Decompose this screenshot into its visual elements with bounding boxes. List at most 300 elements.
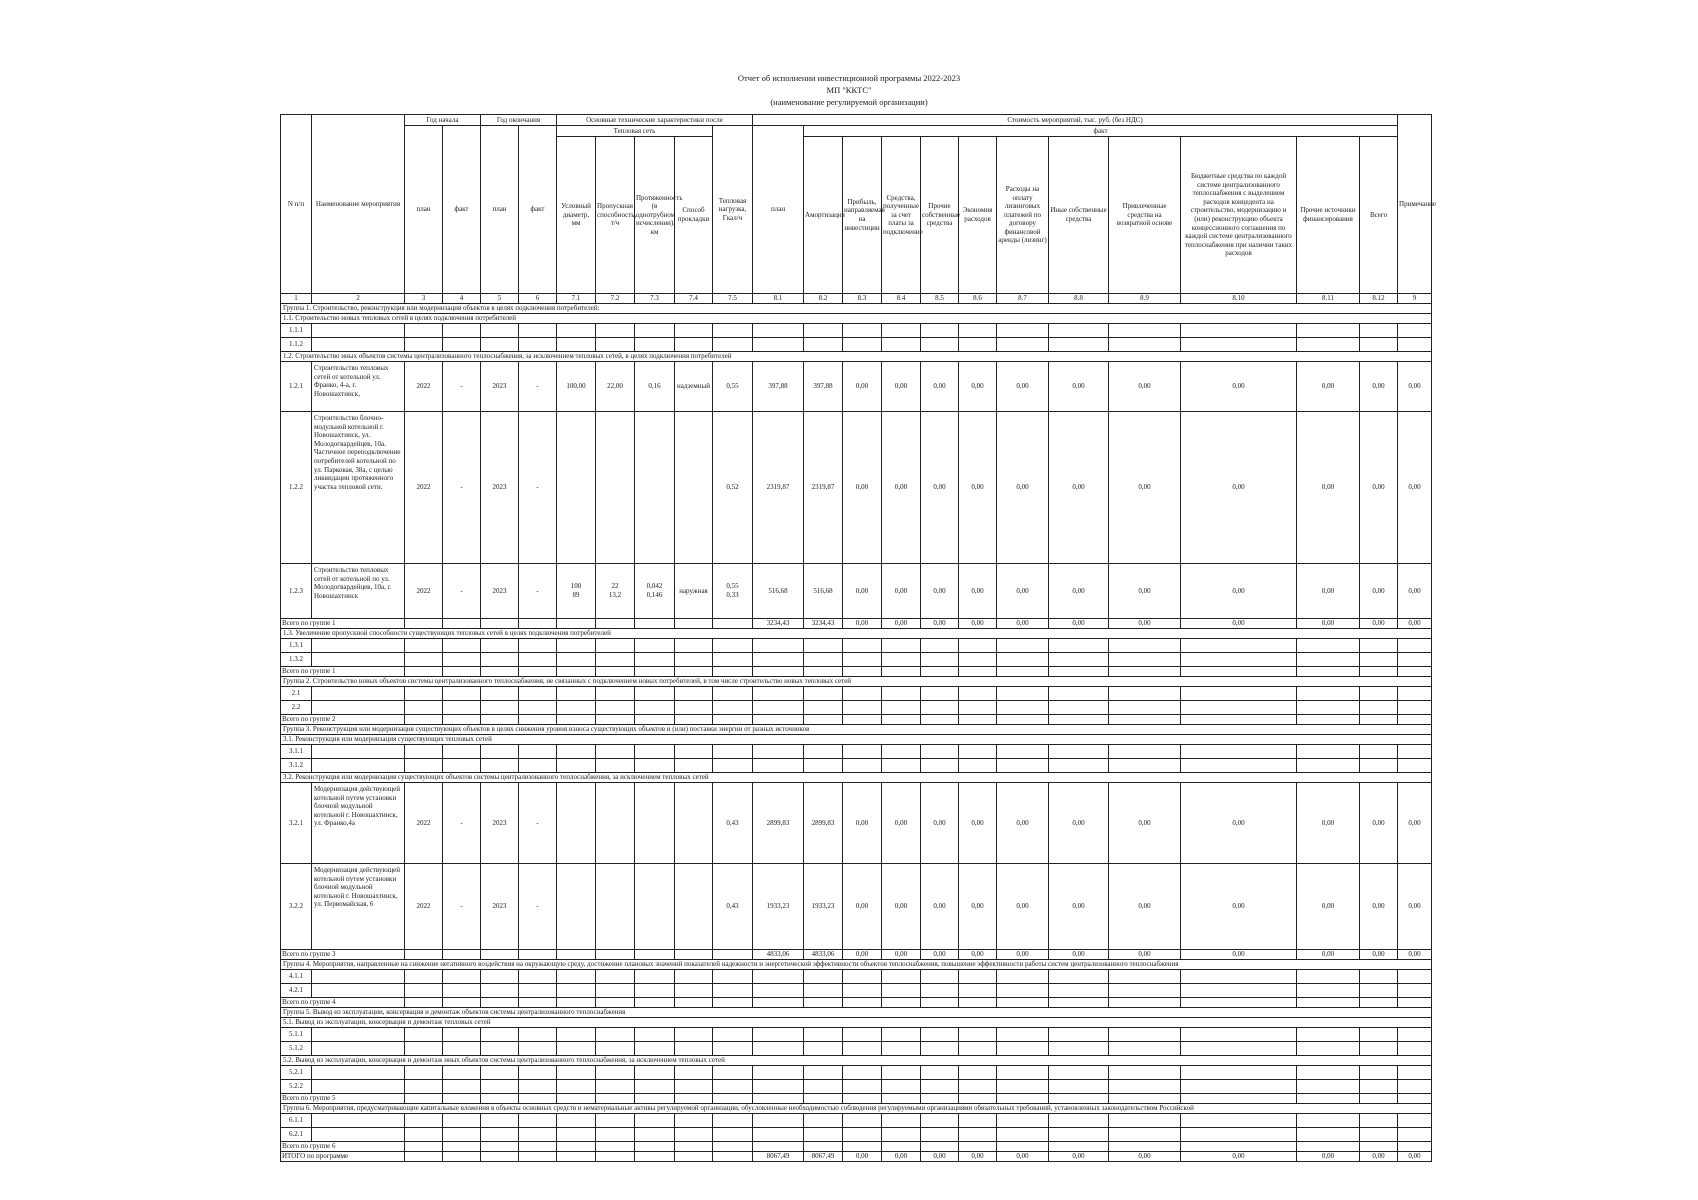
table-cell	[1360, 1066, 1398, 1080]
table-cell: -	[519, 362, 557, 412]
table-cell	[443, 701, 481, 715]
total-value-cell	[921, 998, 959, 1008]
table-cell	[557, 970, 596, 984]
table-cell	[997, 639, 1049, 653]
section-title: Группа 3. Реконструкция или модернизация существующих объектов в целях снижения уровня износа существующих объектов и (или) поставки энергии от разных источников	[281, 725, 1432, 735]
table-cell: -	[519, 864, 557, 950]
heat-network-header: Тепловая сеть	[557, 126, 713, 137]
total-value-cell	[959, 1094, 997, 1104]
table-cell	[675, 1152, 713, 1162]
table-cell	[519, 653, 557, 667]
total-value-cell	[1049, 667, 1109, 677]
table-cell	[481, 667, 519, 677]
table-cell	[481, 1142, 519, 1152]
table-cell	[443, 1080, 481, 1094]
table-cell	[997, 759, 1049, 773]
total-value-cell	[997, 998, 1049, 1008]
table-cell	[959, 745, 997, 759]
table-cell: 2022	[405, 864, 443, 950]
table-cell	[405, 715, 443, 725]
table-cell: 0,43	[713, 864, 753, 950]
total-value-cell: 4833,06	[753, 950, 804, 960]
table-cell	[519, 1066, 557, 1080]
table-cell	[557, 667, 596, 677]
table-cell	[596, 1142, 635, 1152]
measure-name-cell: Строительство тепловых сетей от котельной по ул. Молодогвардейцев, 10а, г. Новошахтинск	[312, 564, 405, 619]
measure-name-cell: Модернизация действующей котельной путем установки блочной модульной котельной г. Новошахтинск, ул. Франко,4а	[312, 783, 405, 864]
table-cell	[481, 653, 519, 667]
table-row	[281, 984, 1432, 998]
table-cell	[713, 667, 753, 677]
table-cell	[557, 715, 596, 725]
table-cell	[921, 1066, 959, 1080]
table-cell: 2899,83	[804, 783, 843, 864]
table-cell	[675, 412, 713, 564]
total-value-cell: 0,00	[959, 950, 997, 960]
table-cell	[481, 1028, 519, 1042]
table-cell: 0,00	[959, 412, 997, 564]
table-cell	[753, 1080, 804, 1094]
table-cell	[596, 1128, 635, 1142]
table-cell	[481, 1152, 519, 1162]
table-cell	[959, 984, 997, 998]
section-row	[281, 735, 1432, 745]
table-cell	[443, 1028, 481, 1042]
table-cell: 0,55	[713, 362, 753, 412]
table-cell	[1398, 1128, 1432, 1142]
total-value-cell	[1360, 667, 1398, 677]
column-number: 8.2	[804, 294, 843, 304]
table-cell	[596, 1152, 635, 1162]
column-number: 8.3	[843, 294, 882, 304]
table-cell	[675, 1114, 713, 1128]
total-value-cell	[1297, 1094, 1360, 1104]
total-value-cell: 0,00	[921, 950, 959, 960]
profit-header: Прибыль, направляемая на инвестиции	[843, 137, 882, 294]
table-cell	[519, 950, 557, 960]
table-cell	[443, 759, 481, 773]
table-cell	[921, 1114, 959, 1128]
table-cell	[675, 1094, 713, 1104]
table-cell	[1109, 745, 1181, 759]
table-cell	[1109, 338, 1181, 352]
table-cell: 0,00	[1297, 564, 1360, 619]
measure-name-cell	[312, 1080, 405, 1094]
column-number: 1	[281, 294, 312, 304]
table-cell	[481, 998, 519, 1008]
table-cell	[635, 687, 675, 701]
table-cell	[1181, 687, 1297, 701]
table-cell	[753, 324, 804, 338]
table-cell	[557, 1114, 596, 1128]
table-cell	[635, 1142, 675, 1152]
table-cell	[675, 1028, 713, 1042]
total-value-cell	[753, 667, 804, 677]
table-cell	[959, 701, 997, 715]
table-cell	[557, 619, 596, 629]
table-cell	[1109, 759, 1181, 773]
total-value-cell: 0,00	[921, 1152, 959, 1162]
table-cell	[519, 1042, 557, 1056]
table-cell	[1181, 653, 1297, 667]
table-cell	[921, 1080, 959, 1094]
total-value-cell	[959, 998, 997, 1008]
total-value-cell	[804, 1094, 843, 1104]
table-cell	[596, 412, 635, 564]
column-number: 5	[481, 294, 519, 304]
table-cell	[635, 970, 675, 984]
table-cell	[1109, 639, 1181, 653]
table-cell	[596, 1028, 635, 1042]
table-cell: 0,00	[997, 362, 1049, 412]
total-row	[281, 1152, 1432, 1162]
table-cell	[713, 984, 753, 998]
table-cell	[635, 950, 675, 960]
row-number-cell: 1.3.1	[281, 639, 312, 653]
table-cell	[1181, 1080, 1297, 1094]
table-cell	[519, 639, 557, 653]
table-cell	[1360, 687, 1398, 701]
row-number-cell: 1.2.1	[281, 362, 312, 412]
table-cell	[675, 1080, 713, 1094]
table-cell	[882, 324, 921, 338]
table-cell	[804, 1066, 843, 1080]
table-cell: 0,00	[921, 564, 959, 619]
table-cell	[843, 324, 882, 338]
table-cell	[1181, 639, 1297, 653]
table-cell	[882, 984, 921, 998]
table-cell	[1049, 1128, 1109, 1142]
measure-name-cell	[312, 1114, 405, 1128]
table-cell	[596, 1066, 635, 1080]
table-cell: 1933,23	[804, 864, 843, 950]
section-row	[281, 352, 1432, 362]
table-cell	[1360, 1128, 1398, 1142]
table-cell	[443, 1128, 481, 1142]
col-name-header: Наименование мероприятия	[312, 115, 405, 294]
table-cell	[675, 783, 713, 864]
row-number-cell: 5.1.2	[281, 1042, 312, 1056]
table-cell	[843, 759, 882, 773]
total-row	[281, 998, 1432, 1008]
table-cell	[959, 687, 997, 701]
table-cell	[443, 745, 481, 759]
total-value-cell: 0,00	[921, 619, 959, 629]
table-cell	[753, 338, 804, 352]
table-cell	[405, 653, 443, 667]
table-cell	[405, 619, 443, 629]
table-cell	[1181, 984, 1297, 998]
row-number-cell: 3.1.1	[281, 745, 312, 759]
section-row	[281, 1104, 1432, 1114]
table-cell	[596, 687, 635, 701]
table-cell	[443, 1094, 481, 1104]
table-cell	[753, 687, 804, 701]
table-cell	[1297, 701, 1360, 715]
section-title: Группа 1. Строительство, реконструкция или модернизация объектов в целях подключения потребителей:	[281, 304, 1432, 314]
total-value-cell	[843, 667, 882, 677]
table-cell	[843, 1114, 882, 1128]
table-cell: 0,00	[1398, 564, 1432, 619]
table-cell	[405, 1128, 443, 1142]
table-cell	[1360, 1042, 1398, 1056]
total-value-cell	[1398, 667, 1432, 677]
table-cell	[557, 412, 596, 564]
table-cell	[1181, 1128, 1297, 1142]
column-number: 9	[1398, 294, 1432, 304]
row-number-cell: 3.1.2	[281, 759, 312, 773]
table-cell	[557, 324, 596, 338]
table-cell	[1360, 759, 1398, 773]
table-cell	[481, 1042, 519, 1056]
table-cell	[804, 1042, 843, 1056]
table-cell	[596, 745, 635, 759]
table-cell	[596, 970, 635, 984]
table-cell	[1109, 1128, 1181, 1142]
table-cell	[1109, 324, 1181, 338]
table-cell: 516,68	[753, 564, 804, 619]
table-cell	[443, 715, 481, 725]
end-fact-header: факт	[519, 126, 557, 294]
table-cell	[882, 338, 921, 352]
table-cell	[753, 653, 804, 667]
table-cell	[713, 338, 753, 352]
table-cell	[635, 864, 675, 950]
table-cell	[405, 701, 443, 715]
diameter-header: Условный диаметр, мм	[557, 137, 596, 294]
table-cell	[635, 1080, 675, 1094]
table-cell	[1181, 759, 1297, 773]
table-cell	[635, 412, 675, 564]
table-cell	[753, 1114, 804, 1128]
table-cell	[804, 687, 843, 701]
row-number-cell: 1.1.1	[281, 324, 312, 338]
table-row	[281, 639, 1432, 653]
table-cell	[596, 950, 635, 960]
table-cell	[1049, 745, 1109, 759]
table-cell	[753, 1066, 804, 1080]
table-cell	[405, 687, 443, 701]
table-cell	[675, 338, 713, 352]
total-row	[281, 715, 1432, 725]
table-cell	[675, 1142, 713, 1152]
section-row	[281, 725, 1432, 735]
table-cell: 0,00	[1181, 864, 1297, 950]
table-row	[281, 783, 1432, 864]
table-cell: 2022	[405, 783, 443, 864]
row-number-cell: 4.1.1	[281, 970, 312, 984]
total-value-cell	[997, 1094, 1049, 1104]
table-cell: 0,00	[997, 564, 1049, 619]
table-cell	[1049, 701, 1109, 715]
table-cell	[713, 324, 753, 338]
table-cell	[481, 619, 519, 629]
table-cell	[1398, 639, 1432, 653]
total-value-cell: 0,00	[1049, 950, 1109, 960]
total-value-cell	[843, 1094, 882, 1104]
table-cell	[713, 950, 753, 960]
table-cell	[713, 970, 753, 984]
table-cell	[557, 639, 596, 653]
table-cell: 0,00	[959, 564, 997, 619]
table-cell	[1360, 1028, 1398, 1042]
table-cell: 0,00	[997, 864, 1049, 950]
table-cell	[997, 970, 1049, 984]
column-number: 4	[443, 294, 481, 304]
table-cell	[675, 667, 713, 677]
table-cell	[557, 759, 596, 773]
table-row	[281, 701, 1432, 715]
table-cell	[1297, 1028, 1360, 1042]
total-value-cell	[843, 1142, 882, 1152]
table-cell	[843, 984, 882, 998]
table-row	[281, 687, 1432, 701]
row-number-cell: 6.1.1	[281, 1114, 312, 1128]
section-title: 3.1. Реконструкция или модернизация существующих тепловых сетей	[281, 735, 1432, 745]
table-cell	[1109, 701, 1181, 715]
table-cell: 0,00	[1360, 412, 1398, 564]
column-number: 8.9	[1109, 294, 1181, 304]
total-value-cell	[997, 667, 1049, 677]
table-body	[281, 304, 1432, 1162]
table-cell: 0,00	[1049, 564, 1109, 619]
total-label: Всего по группе 6	[281, 1142, 405, 1152]
table-cell: -	[519, 564, 557, 619]
table-cell: 0,00	[959, 783, 997, 864]
table-cell	[675, 950, 713, 960]
total-value-cell	[1109, 1142, 1181, 1152]
table-row	[281, 324, 1432, 338]
table-cell	[481, 338, 519, 352]
table-cell: 2023	[481, 412, 519, 564]
table-cell: 0,00	[1360, 362, 1398, 412]
table-cell	[1109, 687, 1181, 701]
table-cell	[405, 1080, 443, 1094]
table-cell	[1181, 745, 1297, 759]
start-plan-header: план	[405, 126, 443, 294]
table-row	[281, 338, 1432, 352]
total-value-cell	[1360, 1094, 1398, 1104]
investment-program-table	[280, 114, 1436, 1162]
table-cell	[443, 1114, 481, 1128]
table-cell	[713, 639, 753, 653]
section-title: Группа 4. Мероприятия, направленные на снижение негативного воздействия на окружающую среду, достижение плановых значений показателей надежности и энергетической эффективности объектов теплоснабжения, повышение эффективности работы систем централизованного теплоснабжения	[281, 960, 1432, 970]
table-cell	[1398, 1080, 1432, 1094]
table-cell	[882, 1080, 921, 1094]
table-cell	[519, 1142, 557, 1152]
total-value-cell: 0,00	[1398, 950, 1432, 960]
total-value-cell	[1049, 1142, 1109, 1152]
total-value-cell: 0,00	[882, 619, 921, 629]
table-cell	[557, 1066, 596, 1080]
table-cell	[753, 745, 804, 759]
total-row	[281, 1094, 1432, 1104]
measure-name-cell: Строительство блочно-модульной котельной г. Новошахтинск, ул. Молодогвардейцев, 10а. Частичное переподключение потребителей котельной по ул. Парковая, 38а, с целью ликвидации протяженного участка тепловой сети.	[312, 412, 405, 564]
table-cell	[1049, 639, 1109, 653]
table-cell	[1109, 970, 1181, 984]
table-cell	[1109, 653, 1181, 667]
table-cell	[1398, 745, 1432, 759]
total-row	[281, 950, 1432, 960]
column-number: 2	[312, 294, 405, 304]
other-own-funds-2-header: Иные собственные средства	[1049, 137, 1109, 294]
table-cell	[675, 1128, 713, 1142]
table-cell: 0,00	[1109, 783, 1181, 864]
table-cell: 0,00	[1049, 864, 1109, 950]
table-cell	[882, 1028, 921, 1042]
table-cell	[1398, 984, 1432, 998]
connection-fee-header: Средства, полученные за счет платы за подключение	[882, 137, 921, 294]
table-cell	[405, 1094, 443, 1104]
table-cell	[1297, 1114, 1360, 1128]
row-number-cell: 1.1.2	[281, 338, 312, 352]
total-value-cell	[882, 667, 921, 677]
total-label: Всего по группе 4	[281, 998, 405, 1008]
table-cell	[1360, 1080, 1398, 1094]
table-cell	[753, 984, 804, 998]
table-cell	[1398, 970, 1432, 984]
table-cell	[405, 1066, 443, 1080]
table-cell	[1398, 1042, 1432, 1056]
table-cell	[596, 864, 635, 950]
table-cell	[804, 653, 843, 667]
total-value-cell: 4833,06	[804, 950, 843, 960]
table-cell	[675, 687, 713, 701]
table-cell: 0,00	[1049, 783, 1109, 864]
table-cell	[997, 653, 1049, 667]
total-value-cell: 0,00	[1360, 1152, 1398, 1162]
table-cell: 0,00	[1398, 783, 1432, 864]
table-cell	[635, 338, 675, 352]
table-cell	[1297, 338, 1360, 352]
table-cell	[713, 687, 753, 701]
table-cell	[1360, 639, 1398, 653]
table-header	[281, 115, 1436, 304]
total-label: ИТОГО по программе	[281, 1152, 405, 1162]
table-cell: 2023	[481, 362, 519, 412]
table-cell	[443, 667, 481, 677]
table-cell	[1398, 324, 1432, 338]
table-cell	[959, 759, 997, 773]
table-cell: 2022	[405, 564, 443, 619]
total-value-cell	[1360, 998, 1398, 1008]
total-value-cell	[921, 715, 959, 725]
table-cell	[481, 745, 519, 759]
row-number-cell: 5.1.1	[281, 1028, 312, 1042]
table-cell	[405, 745, 443, 759]
row-number-cell: 1.2.2	[281, 412, 312, 564]
table-cell: 0,00	[1109, 362, 1181, 412]
amortization-header: Амортизация	[804, 137, 843, 294]
measure-name-cell	[312, 701, 405, 715]
measure-name-cell	[312, 639, 405, 653]
total-value-cell: 0,00	[1297, 950, 1360, 960]
column-number: 8.7	[997, 294, 1049, 304]
table-cell: 0,00	[882, 412, 921, 564]
table-cell	[557, 984, 596, 998]
table-cell	[843, 701, 882, 715]
table-cell	[997, 324, 1049, 338]
table-cell	[921, 984, 959, 998]
table-cell	[921, 1128, 959, 1142]
table-cell	[1297, 759, 1360, 773]
table-cell	[405, 759, 443, 773]
total-value-cell	[921, 1094, 959, 1104]
section-row	[281, 629, 1432, 639]
total-value-cell	[1181, 998, 1297, 1008]
table-cell	[635, 745, 675, 759]
total-value-cell	[843, 998, 882, 1008]
